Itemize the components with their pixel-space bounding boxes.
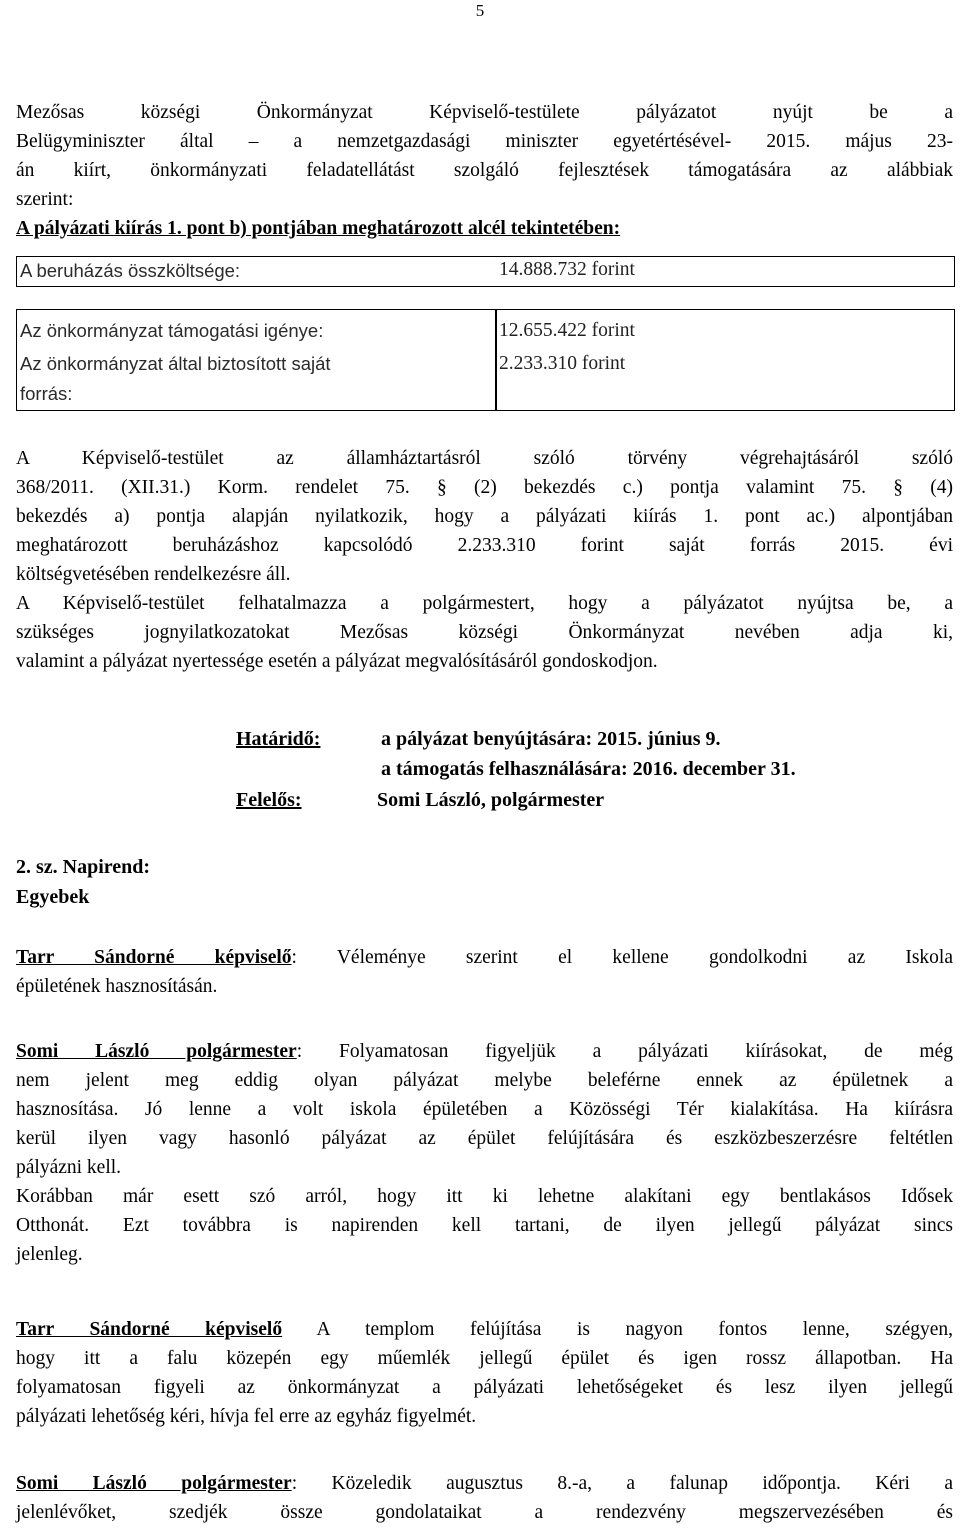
text-line: kerül ilyen vagy hasonló pályázat az épület felújítására és eszközbeszerzésre feltétlen bbox=[16, 1128, 953, 1149]
deadline-label: Határidő: bbox=[236, 728, 321, 750]
text-line: hasznosítása. Jó lenne a volt iskola épületében a Közösségi Tér kialakítása. Ha kiírásra bbox=[16, 1099, 953, 1120]
text-line: Korábban már esett szó arról, hogy itt ki lehetne alakítani egy bentlakásos Idősek bbox=[16, 1186, 953, 1207]
text-line: Somi László polgármester: Folyamatosan figyeljük a pályázati kiírásokat, de még bbox=[16, 1041, 953, 1062]
total-cost-value: 14.888.732 forint bbox=[499, 259, 635, 280]
deadline-line-1: a pályázat benyújtására: 2015. június 9. bbox=[381, 728, 721, 750]
total-cost-row bbox=[16, 256, 955, 287]
text-line: meghatározott beruházáshoz kapcsolódó 2.233.310 forint saját forrás 2015. évi bbox=[16, 535, 953, 556]
minutes-entry bbox=[16, 943, 953, 1001]
text-line: án kiírt, önkormányzati feladatellátást szolgáló fejlesztések támogatására az alábbiak bbox=[16, 160, 953, 181]
minutes-entry bbox=[16, 1037, 953, 1269]
own-source-value: 2.233.310 forint bbox=[499, 353, 626, 374]
agenda-subtitle: Egyebek bbox=[16, 886, 90, 908]
text-line: pályázati lehetőség kéri, hívja fel erre az egyház figyelmét. bbox=[16, 1406, 477, 1427]
text-line: Mezősas községi Önkormányzat Képviselő-testülete pályázatot nyújt be a bbox=[16, 102, 953, 123]
support-value: 12.655.422 forint bbox=[499, 320, 635, 341]
page-number: 5 bbox=[475, 1, 485, 20]
text-line: szerint: bbox=[16, 189, 74, 210]
text-line: pályázni kell. bbox=[16, 1157, 122, 1178]
speaker-name: Somi László polgármester bbox=[16, 1041, 297, 1062]
speaker-name: Tarr Sándorné képviselő bbox=[16, 947, 292, 968]
text-line: nem jelent meg eddig olyan pályázat melybe beleférne ennek az épületnek a bbox=[16, 1070, 953, 1091]
own-source-label-cont: forrás: bbox=[20, 383, 73, 404]
text-line: A Képviselő-testület az államháztartásról szóló törvény végrehajtásáról szóló bbox=[16, 448, 953, 469]
responsible-label: Felelős: bbox=[236, 789, 302, 811]
resolution-paragraph bbox=[16, 444, 953, 676]
text-line: Tarr Sándorné képviselő: Véleménye szerint el kellene gondolkodni az Iskola bbox=[16, 947, 953, 968]
total-cost-label: A beruházás összköltsége: bbox=[20, 260, 241, 281]
deadline-line-2: a támogatás felhasználására: 2016. december 31. bbox=[381, 758, 796, 780]
minutes-entry bbox=[16, 1315, 953, 1431]
text-line: épületének hasznosításán. bbox=[16, 976, 218, 997]
text-line: bekezdés a) pontja alapján nyilatkozik, hogy a pályázati kiírás 1. pont ac.) alpontjában bbox=[16, 506, 953, 527]
text-line: 368/2011. (XII.31.) Korm. rendelet 75. § (2) bekezdés c.) pontja valamint 75. § (4) bbox=[16, 477, 953, 498]
responsible-value: Somi László, polgármester bbox=[377, 789, 605, 811]
minutes-entry bbox=[16, 1469, 953, 1527]
text-line: valamint a pályázat nyertessége esetén a pályázat megvalósításáról gondoskodjon. bbox=[16, 651, 658, 672]
support-label: Az önkormányzat támogatási igénye: bbox=[20, 320, 324, 341]
text-line: szükséges jognyilatkozatokat Mezősas községi Önkormányzat nevében adja ki, bbox=[16, 622, 953, 643]
own-source-label: Az önkormányzat által biztosított saját bbox=[20, 353, 331, 374]
intro-paragraph bbox=[16, 98, 953, 243]
funding-box bbox=[16, 309, 955, 411]
text-line: hogy itt a falu közepén egy műemlék jellegű épület és igen rossz állapotban. Ha bbox=[16, 1348, 953, 1369]
text-line: Tarr Sándorné képviselő A templom felújítása is nagyon fontos lenne, szégyen, bbox=[16, 1319, 954, 1340]
text-line: Otthonát. Ezt továbbra is napirenden kell tartani, de ilyen jellegű pályázat sincs bbox=[16, 1215, 953, 1236]
table-divider bbox=[495, 310, 497, 410]
text-line: Somi László polgármester: Közeledik augusztus 8.-a, a falunap időpontja. Kéri a bbox=[16, 1473, 953, 1494]
text-line: Belügyminiszter által – a nemzetgazdasági miniszter egyetértésével- 2015. május 23- bbox=[16, 131, 953, 152]
text-line: folyamatosan figyeli az önkormányzat a pályázati lehetőségeket és lesz ilyen jellegű bbox=[16, 1377, 953, 1398]
subheading: A pályázati kiírás 1. pont b) pontjában meghatározott alcél tekintetében: bbox=[16, 218, 621, 239]
text-line: jelenlévőket, szedjék össze gondolataikat a rendezvény megszervezésében és bbox=[16, 1502, 953, 1523]
agenda-title: 2. sz. Napirend: bbox=[16, 856, 151, 878]
text-line: A Képviselő-testület felhatalmazza a polgármestert, hogy a pályázatot nyújtsa be, a bbox=[16, 593, 953, 614]
speaker-name: Somi László polgármester bbox=[16, 1473, 292, 1494]
text-line: jelenleg. bbox=[16, 1244, 83, 1265]
text-line: költségvetésében rendelkezésre áll. bbox=[16, 564, 291, 585]
speaker-name: Tarr Sándorné képviselő bbox=[16, 1319, 283, 1340]
